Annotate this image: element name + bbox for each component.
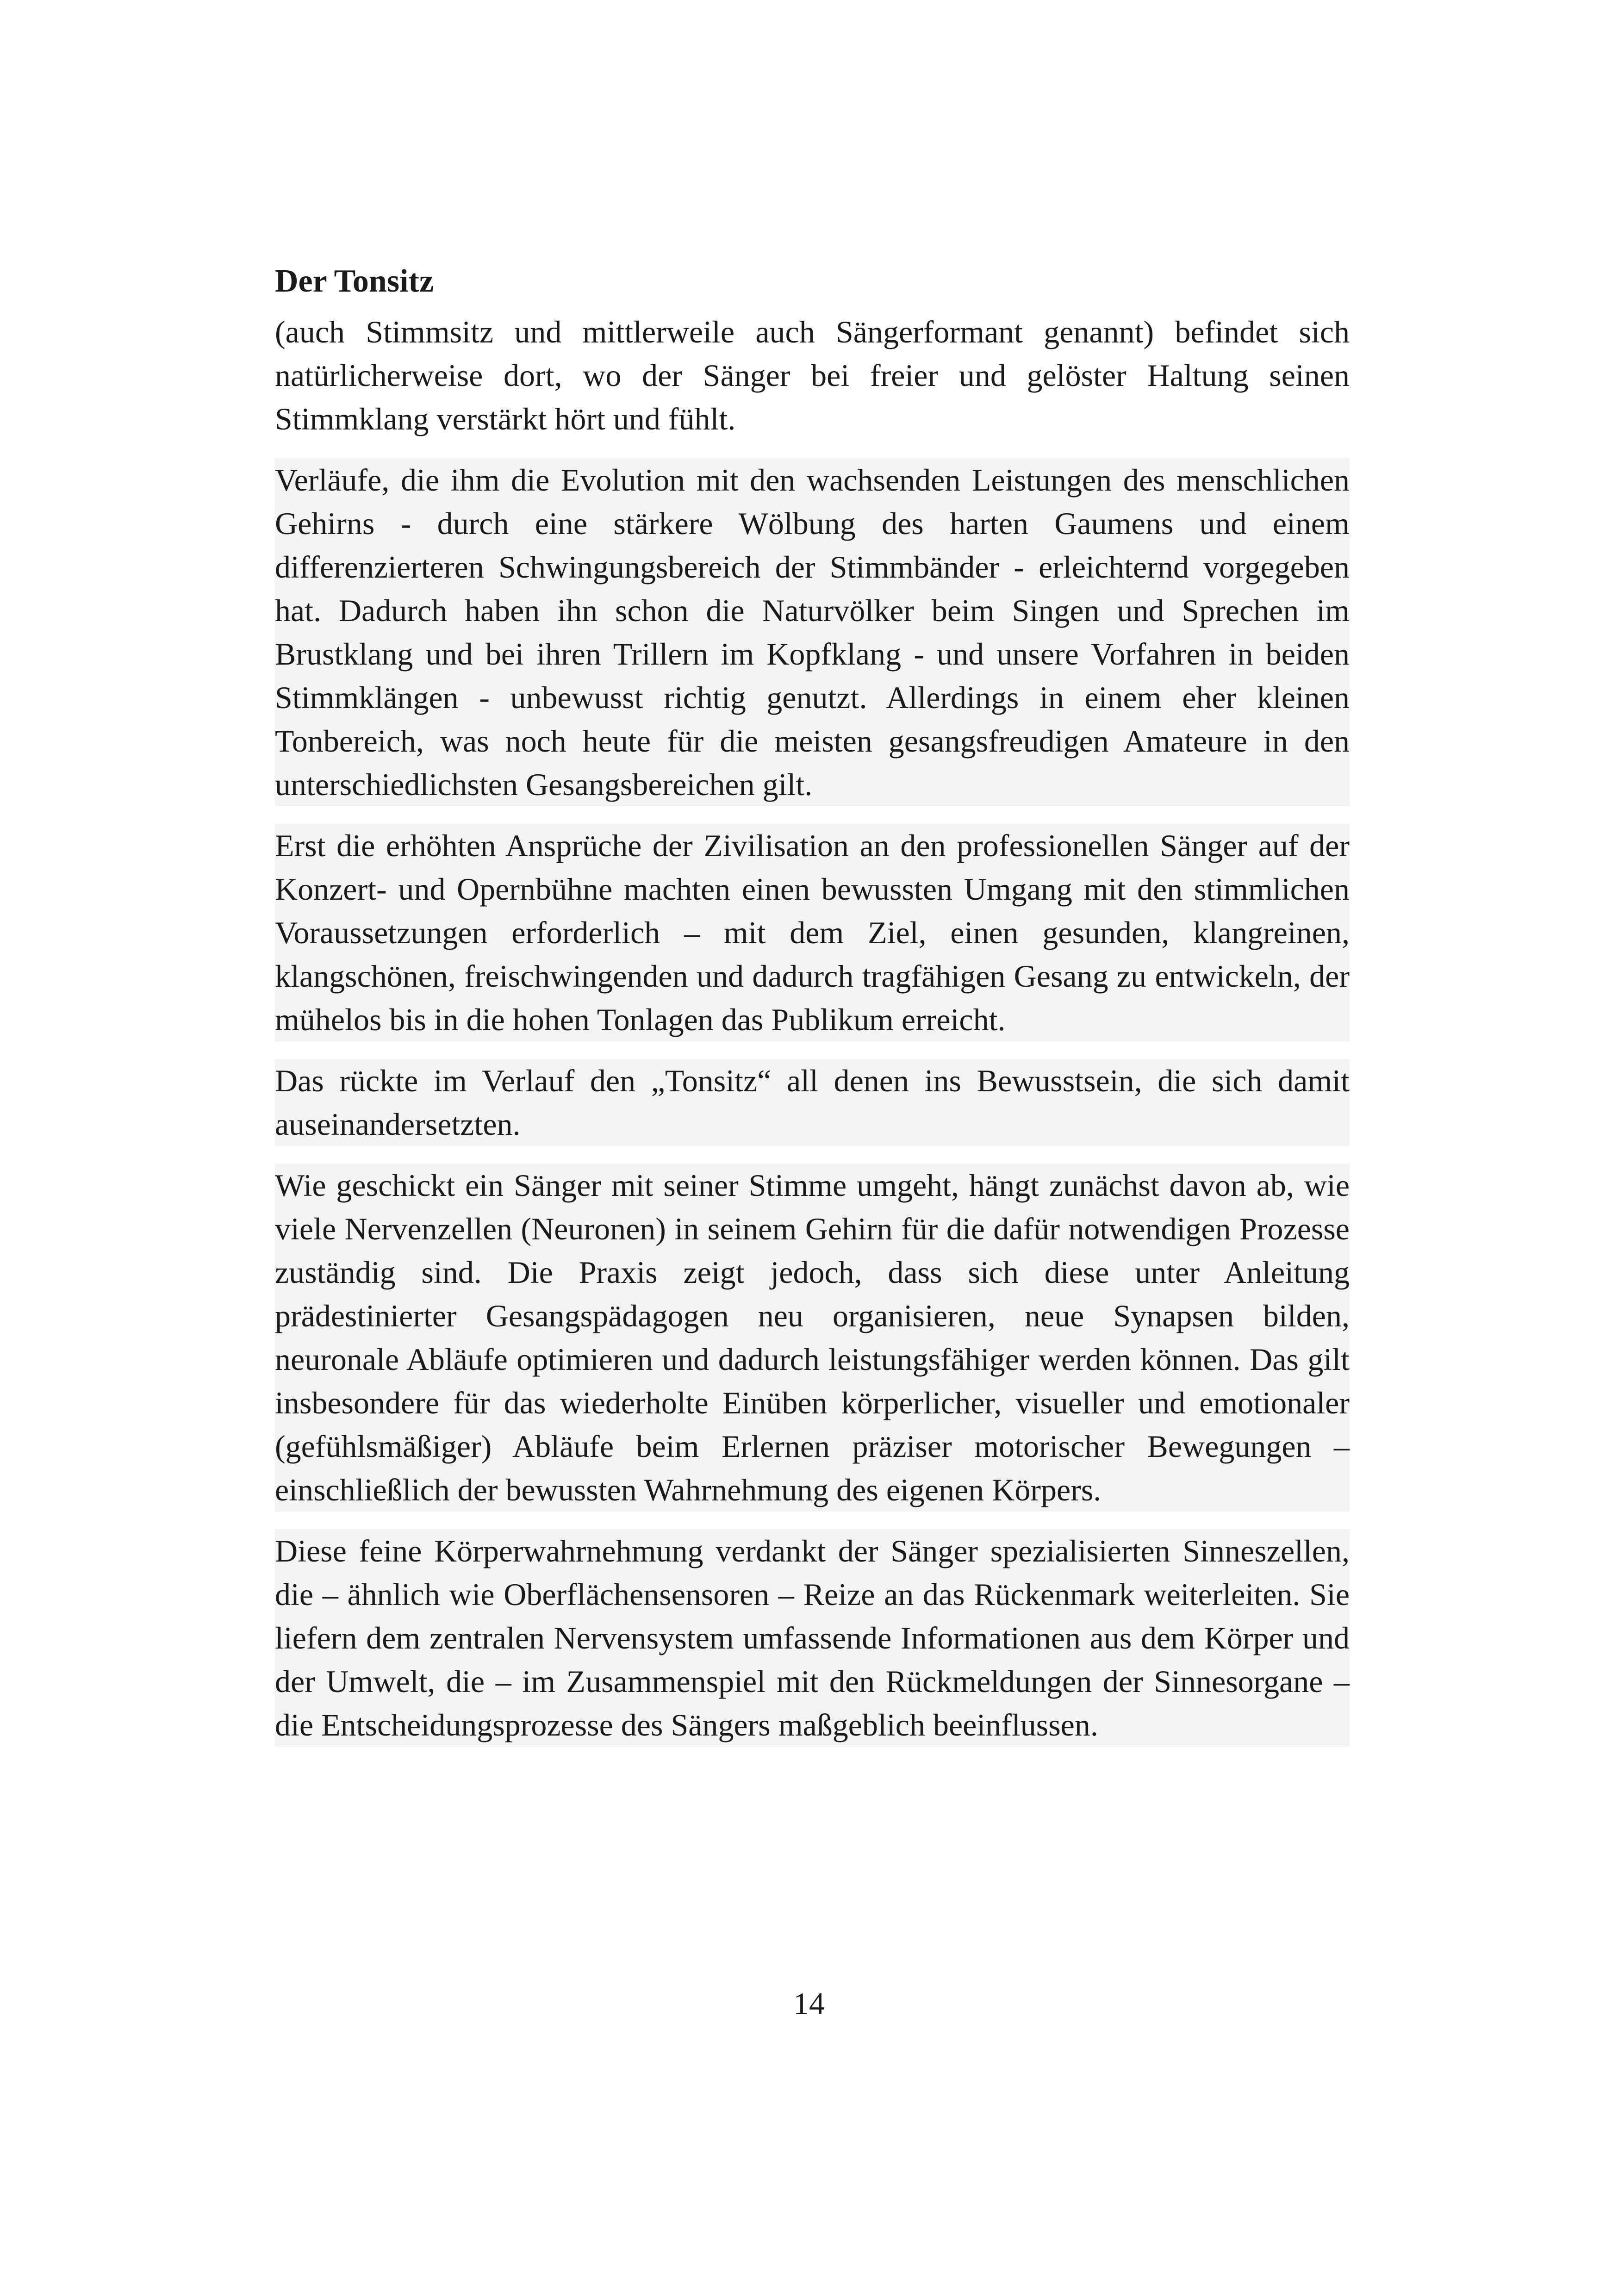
page-number: 14	[793, 1986, 825, 2021]
paragraph-evolution: Verläufe, die ihm die Evolution mit den wachsenden Leistungen des menschlichen Gehirns - durch eine stärkere Wölbung des harten Gaumens und einem differenzierteren Schwingungsbereich der Stimmbänder - erleichternd vorgegeben hat. Dadurch haben ihn schon die Naturvölker beim Singen und Sprechen im Brustklang und bei ihren Trillern im Kopfklang - und unsere Vorfahren in beiden Stimmklängen - unbewusst richtig genutzt. Allerdings in einem eher kleinen Tonbereich, was noch heute für die meisten gesangsfreudigen Amateure in den unterschiedlichsten Gesangsbereichen gilt.	[275, 458, 1350, 806]
paragraph-perception: Diese feine Körperwahrnehmung verdankt der Sänger spezialisierten Sinneszellen, die – ähnlich wie Oberflächensensoren – Reize an das Rückenmark weiterleiten. Sie liefern dem zentralen Nervensystem umfassende Informationen aus dem Körper und der Umwelt, die – im Zusammenspiel mit den Rückmeldungen der Sinnesorgane – die Entscheidungsprozesse des Sängers maßgeblich beeinflussen.	[275, 1529, 1350, 1747]
text-block	[275, 259, 1350, 1764]
paragraph-awareness: Das rückte im Verlauf den „Tonsitz“ all denen ins Bewusstsein, die sich damit auseinandersetzten.	[275, 1059, 1350, 1146]
paragraph-intro: (auch Stimmsitz und mittlerweile auch Sängerformant genannt) befindet sich natürlicherweise dort, wo der Sänger bei freier und gelöster Haltung seinen Stimmklang verstärkt hört und fühlt.	[275, 314, 1350, 436]
section-heading: Der Tonsitz	[275, 263, 434, 299]
paragraph-neurons: Wie geschickt ein Sänger mit seiner Stimme umgeht, hängt zunächst davon ab, wie viele Nervenzellen (Neuronen) in seinem Gehirn für die dafür notwendigen Prozesse zuständig sind. Die Praxis zeigt jedoch, dass sich diese unter Anleitung prädestinierter Gesangspädagogen neu organisieren, neue Synapsen bilden, neuronale Abläufe optimieren und dadurch leistungsfähiger werden können. Das gilt insbesondere für das wiederholte Einüben körperlicher, visueller und emotionaler (gefühlsmäßiger) Abläufe beim Erlernen präziser motorischer Bewegungen – einschließlich der bewussten Wahrnehmung des eigenen Körpers.	[275, 1164, 1350, 1512]
paragraph-civilisation: Erst die erhöhten Ansprüche der Zivilisation an den professionellen Sänger auf der Konzert- und Opernbühne machten einen bewussten Umgang mit den stimmlichen Voraussetzungen erforderlich – mit dem Ziel, einen gesunden, klangreinen, klangschönen, freischwingenden und dadurch tragfähigen Gesang zu entwickeln, der mühelos bis in die hohen Tonlagen das Publikum erreicht.	[275, 824, 1350, 1041]
